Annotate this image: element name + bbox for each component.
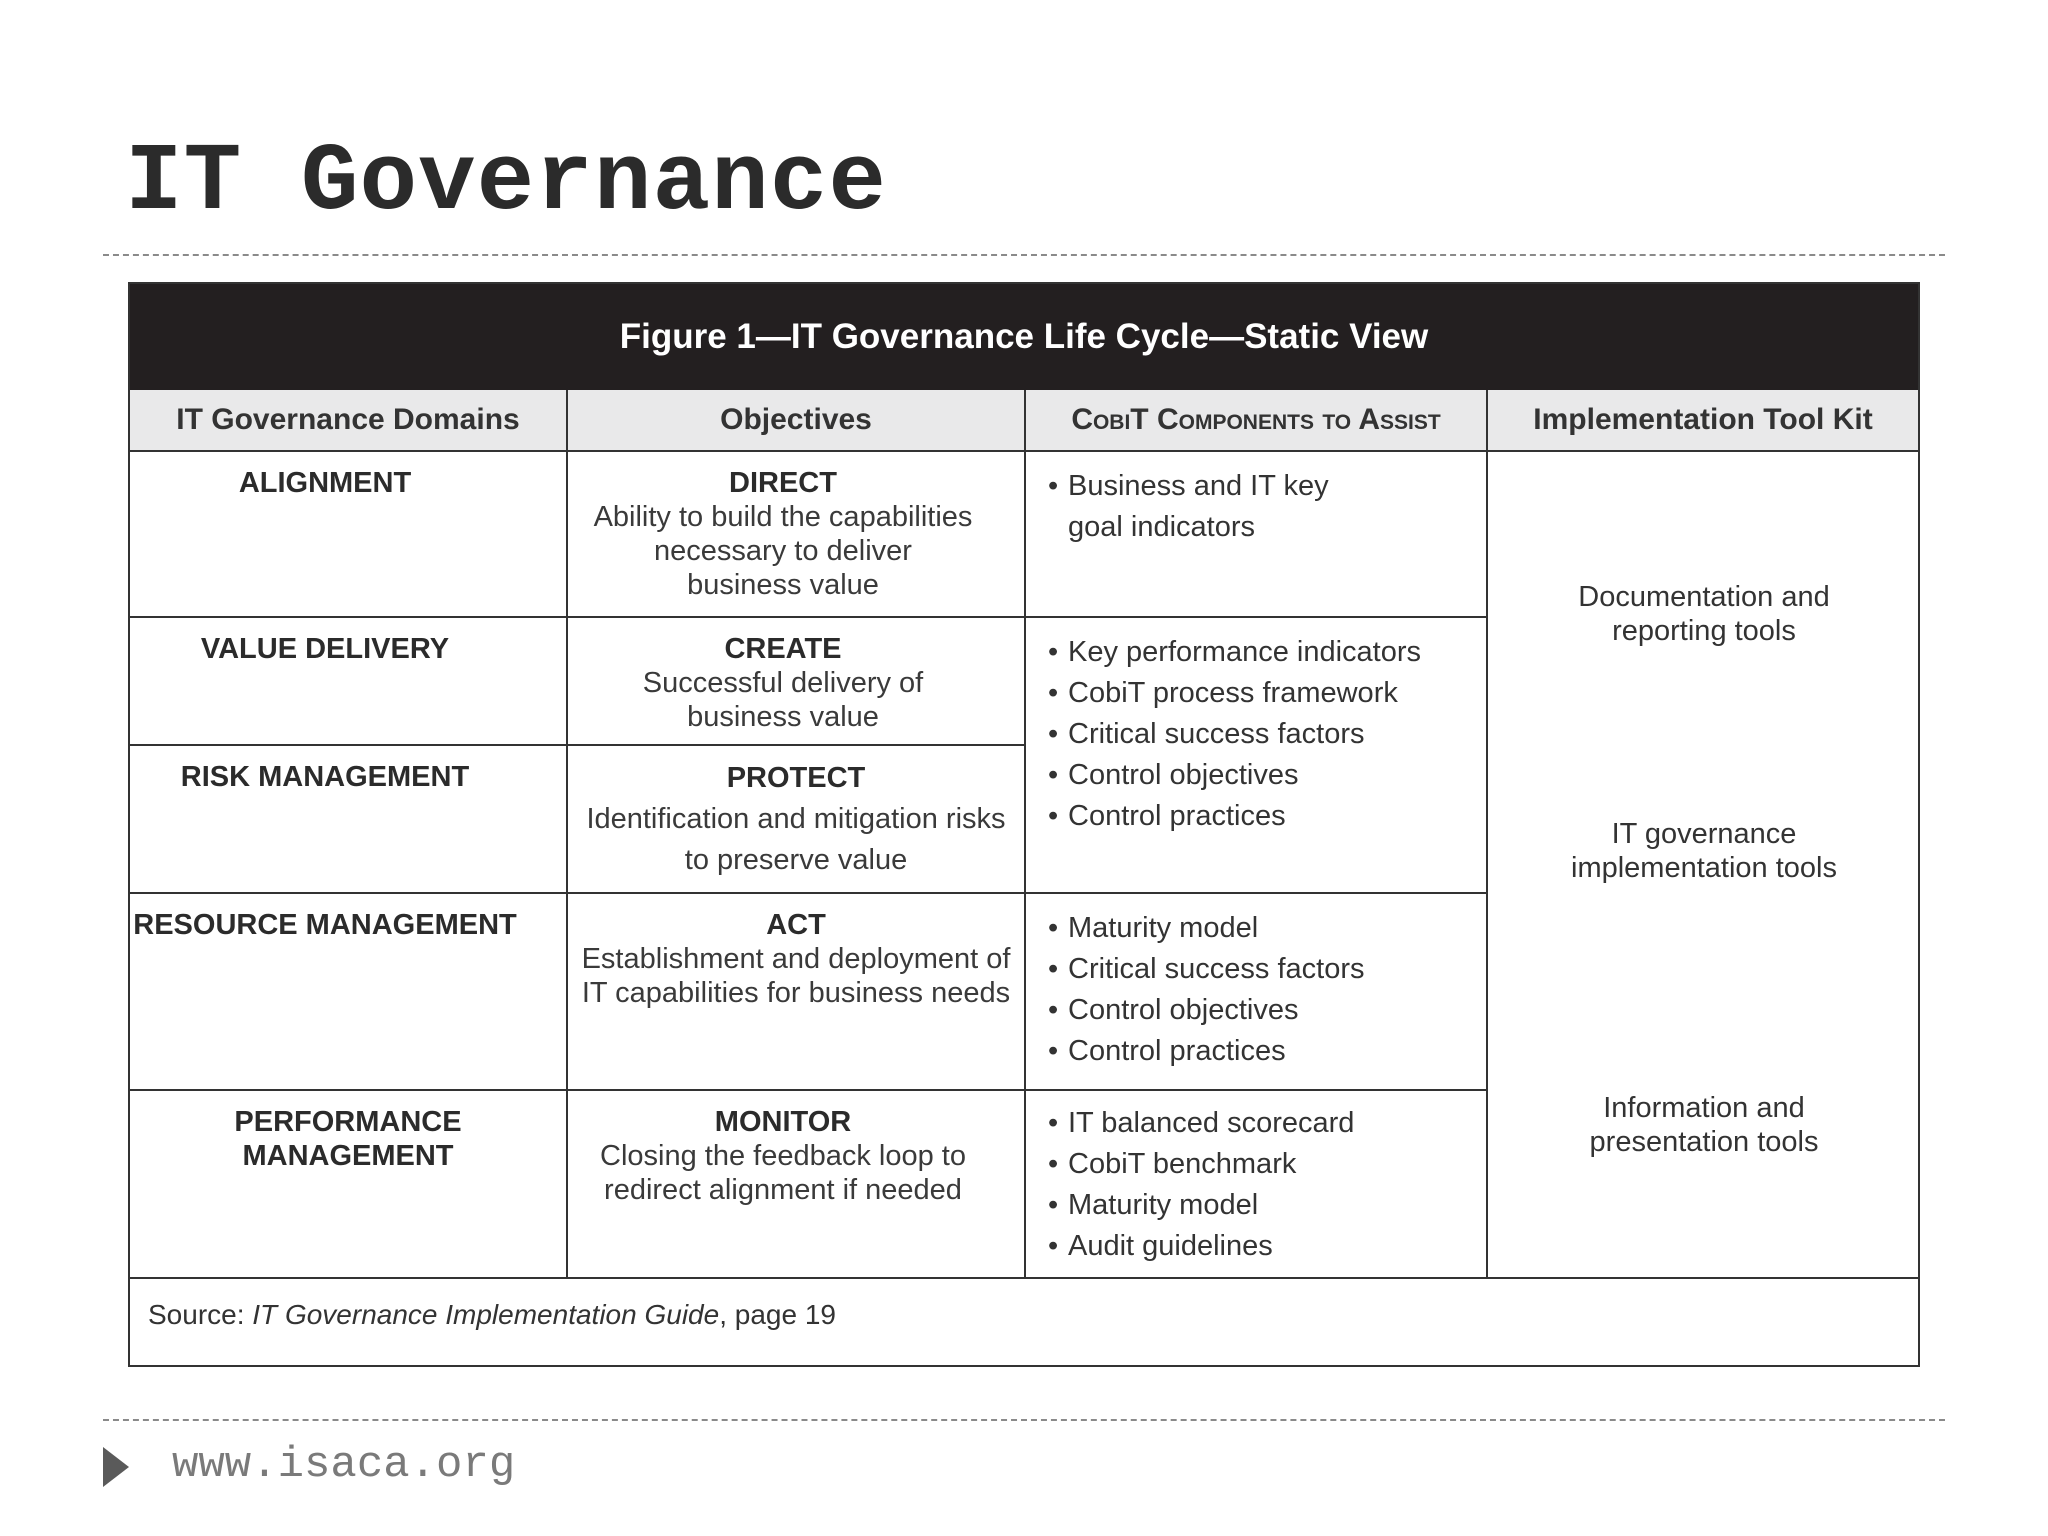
figure-source (148, 1299, 836, 1331)
components-group-2 (1026, 618, 1486, 892)
domain-resource-management: RESOURCE MANAGEMENT (133, 909, 517, 941)
domain-risk-management: RISK MANAGEMENT (180, 761, 470, 793)
grid-line (1486, 390, 1488, 1277)
toolkit-item (1554, 817, 1854, 885)
component-item-cont-text: goal indicators (1068, 511, 1255, 543)
footer-url: www.isaca.org (172, 1440, 516, 1490)
objective-verb: PROTECT (726, 762, 866, 794)
components-group-4 (1026, 1091, 1486, 1277)
domain-value-delivery: VALUE DELIVERY (200, 633, 450, 665)
source-title: IT Governance Implementation Guide (252, 1299, 720, 1330)
objective-direct (568, 452, 998, 616)
component-item: • Control practices (1048, 796, 1486, 837)
component-item: • Control objectives (1048, 990, 1486, 1031)
component-item: • IT balanced scorecard (1048, 1103, 1486, 1144)
top-divider (103, 254, 1945, 256)
toolkit-item (1554, 580, 1854, 648)
objective-verb: DIRECT (729, 467, 837, 499)
component-item: • CobiT process framework (1048, 673, 1486, 714)
header-toolkit: Implementation Tool Kit (1488, 390, 1918, 450)
objective-monitor (568, 1091, 998, 1277)
governance-figure (128, 282, 1920, 1367)
objective-act (568, 894, 1024, 1089)
objective-desc: to preserve value (684, 844, 908, 876)
slide-title: IT Governance (125, 128, 887, 237)
component-item: • Control practices (1048, 1031, 1486, 1072)
play-arrow-icon (103, 1447, 129, 1487)
header-domains: IT Governance Domains (130, 390, 566, 450)
objective-protect (568, 746, 1024, 892)
bottom-divider (103, 1419, 1945, 1421)
domain-alignment: ALIGNMENT (238, 467, 412, 499)
source-prefix: Source: (148, 1299, 253, 1330)
objective-desc: Establishment and deployment of (581, 943, 1011, 975)
component-item: • Critical success factors (1048, 714, 1486, 755)
source-suffix: , page 19 (719, 1299, 836, 1330)
component-item: • Control objectives (1048, 755, 1486, 796)
toolkit-line: Information and (1603, 1092, 1805, 1124)
objective-verb: ACT (766, 909, 826, 941)
objective-desc: Identification and mitigation risks (586, 803, 1006, 835)
toolkit-line: Documentation and (1578, 581, 1830, 613)
components-group-1 (1026, 452, 1486, 616)
toolkit-item (1554, 1091, 1854, 1159)
objective-desc: Successful delivery of (642, 667, 924, 699)
objective-desc: Closing the feedback loop to (600, 1140, 966, 1172)
figure-title: Figure 1—IT Governance Life Cycle—Static View (130, 284, 1918, 390)
component-item: • Maturity model (1048, 908, 1486, 949)
component-item: • Audit guidelines (1048, 1226, 1486, 1267)
header-objectives: Objectives (568, 390, 1024, 450)
domain-performance-management: PERFORMANCE MANAGEMENT (234, 1106, 462, 1172)
component-item: • Business and IT key (1048, 466, 1486, 507)
toolkit-line: reporting tools (1612, 615, 1796, 647)
objective-desc: business value (687, 569, 879, 601)
objective-desc: Ability to build the capabilities (593, 501, 973, 533)
component-item: • Critical success factors (1048, 949, 1486, 990)
component-item: • CobiT benchmark (1048, 1144, 1486, 1185)
header-components: CobiT Components to Assist (1026, 390, 1486, 450)
toolkit-line: IT governance (1611, 818, 1797, 850)
objective-desc: business value (687, 701, 879, 733)
toolkit-line: presentation tools (1589, 1126, 1819, 1158)
component-item: • Key performance indicators (1048, 632, 1486, 673)
objective-desc: redirect alignment if needed (604, 1174, 962, 1206)
toolkit-line: implementation tools (1571, 852, 1837, 884)
grid-line (130, 1277, 1918, 1279)
component-item-continued (1048, 507, 1486, 548)
component-item: • Maturity model (1048, 1185, 1486, 1226)
components-group-3 (1026, 894, 1486, 1089)
objective-desc: necessary to deliver (654, 535, 912, 567)
objective-verb: MONITOR (714, 1106, 852, 1138)
objective-desc: IT capabilities for business needs (581, 977, 1011, 1009)
objective-verb: CREATE (724, 633, 842, 665)
objective-create (568, 618, 998, 744)
